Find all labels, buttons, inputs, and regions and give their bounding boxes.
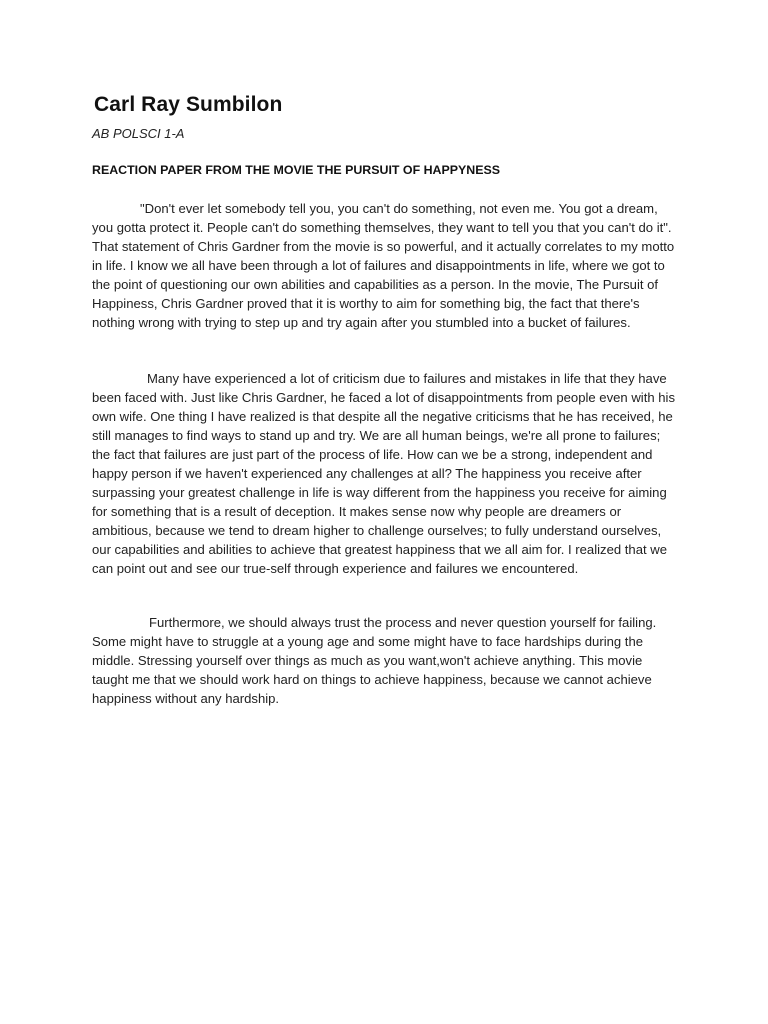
body-paragraph-2: Many have experienced a lot of criticism due to failures and mistakes in life that they have been faced with. Just like Chris Gardner, he faced a lot of disappointments from people even with his own wife. One thing I have realized is that despite all the negative criticisms that he has received, he still manages to find ways to stand up and try. We are all human beings, we're all prone to failures; the fact that failures are just part of the process of life. How can we be a strong, independent and happy person if we haven't experienced any challenges at all? The happiness you receive after surpassing your greatest challenge in life is way different from the happiness you receive for aiming for something that is a result of deception. It makes sense now why people are dreamers or ambitious, because we tend to dream higher to challenge ourselves; to fully understand ourselves, our capabilities and abilities to achieve that greatest happiness that we all aim for. I realized that we can point out and see our true-self through experience and failures we encountered. <box>92 371 675 576</box>
body-paragraph-3: Furthermore, we should always trust the process and never question yourself for failing. Some might have to struggle at a young age and some might have to face hardships during the middle. Stressing yourself over things as much as you want,won't achieve anything. This movie taught me that we should work hard on things to achieve happiness, because we cannot achieve happiness without any hardship. <box>92 615 657 706</box>
body-paragraph-1: "Don't ever let somebody tell you, you can't do something, not even me. You got a dream, you gotta protect it. People can't do something themselves, they want to tell you that you can't do it". That statement of Chris Gardner from the movie is so powerful, and it actually correlates to my motto in life. I know we all have been through a lot of failures and disappointments in life, where we got to the point of questioning our own abilities and capabilities as a person. In the movie, The Pursuit of Happiness, Chris Gardner proved that it is worthy to aim for something big, the fact that there's nothing wrong with trying to step up and try again after you stumbled into a bucket of failures. <box>92 201 675 330</box>
course-label: AB POLSCI 1-A <box>92 126 185 141</box>
author-name: Carl Ray Sumbilon <box>94 93 283 116</box>
paper-title: REACTION PAPER FROM THE MOVIE THE PURSUIT OF HAPPYNESS <box>92 163 501 177</box>
